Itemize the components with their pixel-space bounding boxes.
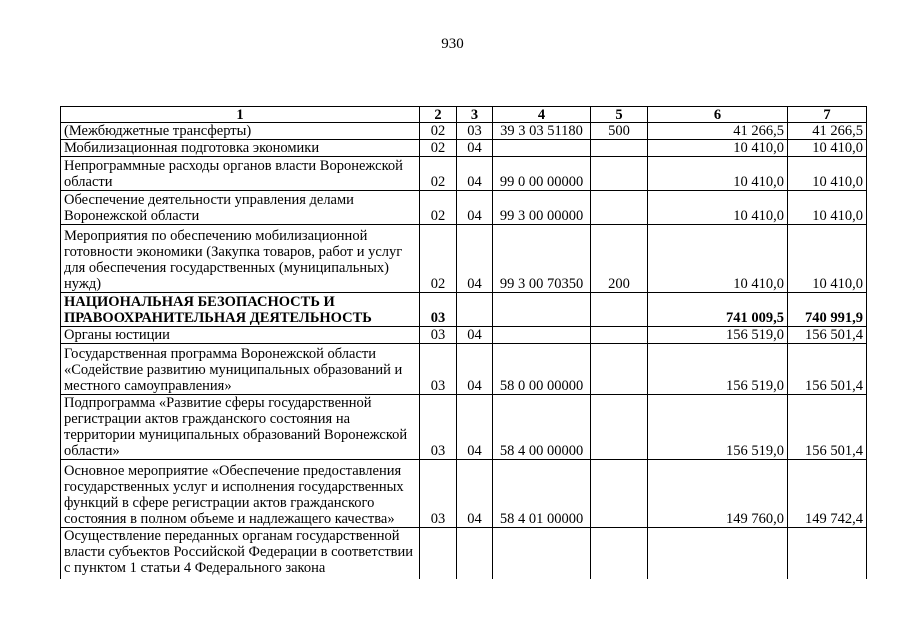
amount-cell-year2: 156 501,4 [788, 344, 867, 395]
row-name-cell: (Межбюджетные трансферты) [61, 123, 420, 140]
header-cell: 1 [61, 107, 420, 123]
expense-type-cell [591, 460, 648, 528]
amount-cell-year2: 156 501,4 [788, 327, 867, 344]
table-row [61, 293, 867, 327]
target-article-cell: 58 4 01 00000 [493, 460, 591, 528]
subsection-cell: 04 [457, 140, 493, 157]
section-cell: 02 [420, 191, 457, 225]
header-cell: 7 [788, 107, 867, 123]
table-row [61, 395, 867, 460]
subsection-cell: 03 [457, 123, 493, 140]
amount-cell-year1: 156 519,0 [648, 395, 788, 460]
subsection-cell: 04 [457, 327, 493, 344]
header-cell: 6 [648, 107, 788, 123]
expense-type-cell: 200 [591, 225, 648, 293]
target-article-cell: 99 3 00 70350 [493, 225, 591, 293]
target-article-cell: 58 0 00 00000 [493, 344, 591, 395]
expense-type-cell [591, 157, 648, 191]
amount-cell-year2 [788, 528, 867, 579]
section-cell: 03 [420, 460, 457, 528]
header-cell: 5 [591, 107, 648, 123]
section-cell: 03 [420, 293, 457, 327]
expense-type-cell [591, 140, 648, 157]
row-name-cell: Органы юстиции [61, 327, 420, 344]
budget-table [60, 106, 867, 579]
table-row [61, 191, 867, 225]
table-row [61, 528, 867, 579]
target-article-cell: 39 3 03 51180 [493, 123, 591, 140]
row-name-cell: Мероприятия по обеспечению мобилизационной готовности экономики (Закупка товаров, работ и услуг для обеспечения государственных (муниципальных) нужд) [61, 225, 420, 293]
expense-type-cell [591, 528, 648, 579]
subsection-cell [457, 528, 493, 579]
amount-cell-year1: 149 760,0 [648, 460, 788, 528]
section-cell: 03 [420, 344, 457, 395]
page-number: 930 [441, 36, 464, 52]
subsection-cell: 04 [457, 191, 493, 225]
target-article-cell [493, 528, 591, 579]
section-cell: 02 [420, 225, 457, 293]
table-row [61, 460, 867, 528]
amount-cell-year2: 10 410,0 [788, 191, 867, 225]
table-row [61, 140, 867, 157]
row-name-cell: Государственная программа Воронежской области «Содействие развитию муниципальных образований и местного самоуправления» [61, 344, 420, 395]
amount-cell-year1: 741 009,5 [648, 293, 788, 327]
row-name-cell: Подпрограмма «Развитие сферы государственной регистрации актов гражданского состояния на территории муниципальных образований Воронежской области» [61, 395, 420, 460]
amount-cell-year2: 10 410,0 [788, 157, 867, 191]
table-header-row [61, 107, 867, 123]
table-row [61, 327, 867, 344]
amount-cell-year2: 10 410,0 [788, 225, 867, 293]
amount-cell-year2: 149 742,4 [788, 460, 867, 528]
table-row [61, 344, 867, 395]
header-cell: 3 [457, 107, 493, 123]
amount-cell-year1: 10 410,0 [648, 157, 788, 191]
amount-cell-year2: 10 410,0 [788, 140, 867, 157]
subsection-cell: 04 [457, 395, 493, 460]
section-cell [420, 528, 457, 579]
amount-cell-year1: 10 410,0 [648, 225, 788, 293]
subsection-cell: 04 [457, 157, 493, 191]
row-name-cell: Основное мероприятие «Обеспечение предоставления государственных услуг и исполнения государственных функций в сфере регистрации актов гражданского состояния в полном объеме и надлежащего качества» [61, 460, 420, 528]
subsection-cell: 04 [457, 225, 493, 293]
target-article-cell [493, 327, 591, 344]
target-article-cell: 99 3 00 00000 [493, 191, 591, 225]
section-cell: 03 [420, 395, 457, 460]
section-cell: 02 [420, 140, 457, 157]
table-row [61, 157, 867, 191]
row-name-cell: Непрограммные расходы органов власти Воронежской области [61, 157, 420, 191]
row-name-cell: Осуществление переданных органам государственной власти субъектов Российской Федерации в соответствии с пунктом 1 статьи 4 Федерального закона [61, 528, 420, 579]
section-cell: 02 [420, 157, 457, 191]
expense-type-cell [591, 293, 648, 327]
subsection-cell: 04 [457, 344, 493, 395]
amount-cell-year2: 41 266,5 [788, 123, 867, 140]
table-row [61, 225, 867, 293]
expense-type-cell [591, 344, 648, 395]
target-article-cell [493, 293, 591, 327]
amount-cell-year1: 10 410,0 [648, 191, 788, 225]
table-row [61, 123, 867, 140]
header-cell: 4 [493, 107, 591, 123]
target-article-cell [493, 140, 591, 157]
row-name-cell: Мобилизационная подготовка экономики [61, 140, 420, 157]
target-article-cell: 99 0 00 00000 [493, 157, 591, 191]
amount-cell-year2: 740 991,9 [788, 293, 867, 327]
header-cell: 2 [420, 107, 457, 123]
amount-cell-year1: 156 519,0 [648, 327, 788, 344]
subsection-cell: 04 [457, 460, 493, 528]
target-article-cell: 58 4 00 00000 [493, 395, 591, 460]
section-cell: 02 [420, 123, 457, 140]
amount-cell-year1: 41 266,5 [648, 123, 788, 140]
row-name-cell: Обеспечение деятельности управления делами Воронежской области [61, 191, 420, 225]
amount-cell-year2: 156 501,4 [788, 395, 867, 460]
section-cell: 03 [420, 327, 457, 344]
amount-cell-year1 [648, 528, 788, 579]
subsection-cell [457, 293, 493, 327]
expense-type-cell [591, 395, 648, 460]
amount-cell-year1: 10 410,0 [648, 140, 788, 157]
row-name-cell: НАЦИОНАЛЬНАЯ БЕЗОПАСНОСТЬ И ПРАВООХРАНИТЕЛЬНАЯ ДЕЯТЕЛЬНОСТЬ [61, 293, 420, 327]
expense-type-cell: 500 [591, 123, 648, 140]
expense-type-cell [591, 327, 648, 344]
expense-type-cell [591, 191, 648, 225]
amount-cell-year1: 156 519,0 [648, 344, 788, 395]
